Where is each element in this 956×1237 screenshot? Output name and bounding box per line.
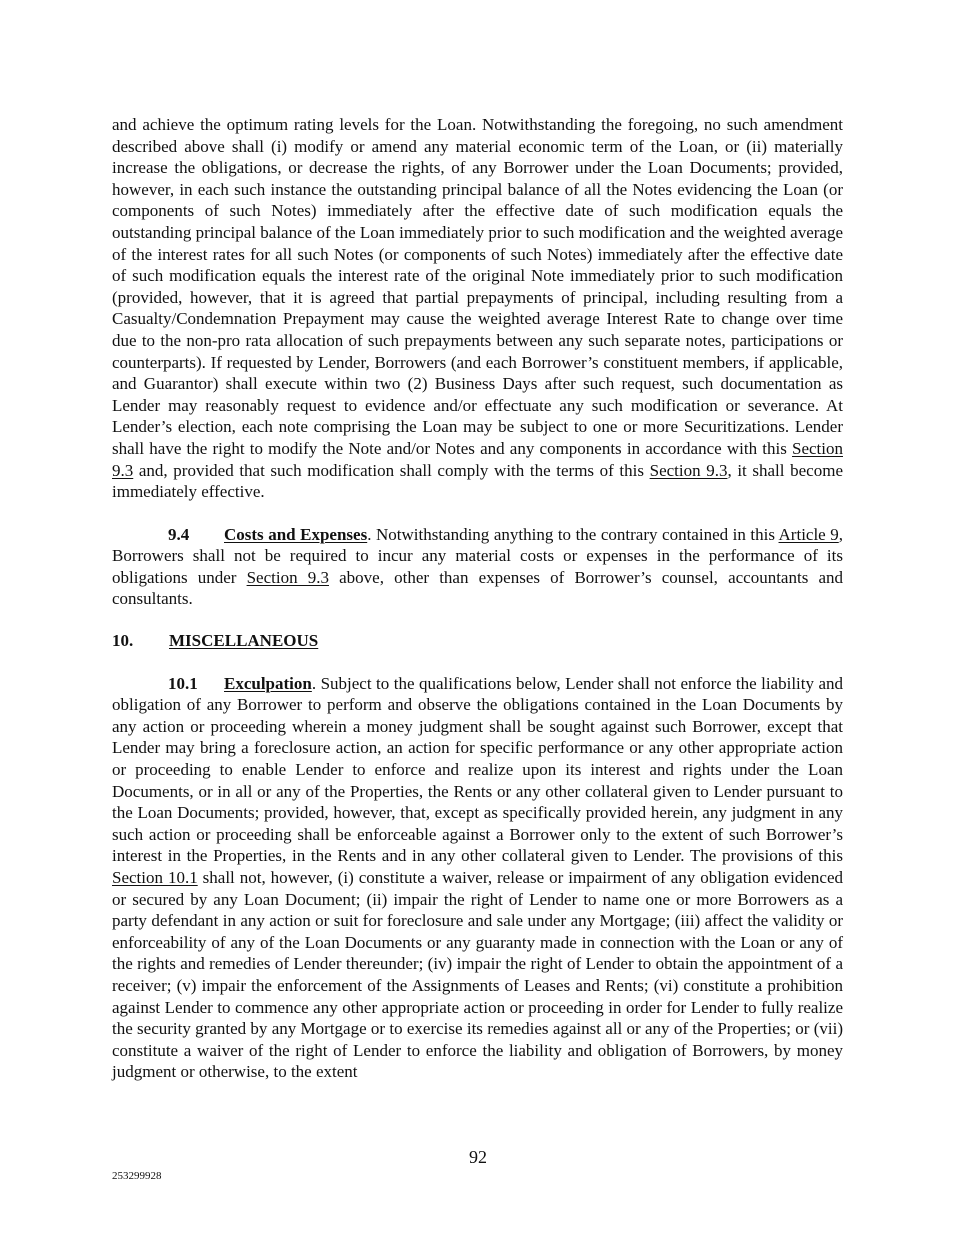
cross-reference-article-9: Article 9 [778,524,839,544]
section-9-4: 9.4 Costs and Expenses. Notwithstanding anything to the contrary contained in this Article 9, Borrowers shall not be required to incur any material costs or expenses in the performance of its obligations under Section 9.3 above, other than expenses of Borrower’s counsel, accountants and consultants. [112,524,844,609]
cross-reference-section-10-1: Section 10.1 [112,868,198,887]
section-title: Costs and Expenses [224,524,368,544]
paragraph-9-3-continuation: and achieve the optimum rating levels for the Loan. Notwithstanding the foregoing, no such amendment described above shall (i) modify or amend any material economic term of the Loan, or (ii) materially increase the obligations, or decrease the rights, of any Borrower under the Loan Documents; provided, however, in each such instance the outstanding principal balance of all the Notes evidencing the Loan (or components of such Notes) immediately after the effective date of such modification equals the outstanding principal balance of the Loan immediately prior to such modification and the weighted average of the interest rates for all such Notes (or components of such Notes) immediately after the effective date of such modification equals the interest rate of the original Note immediately prior to such modification (provided, however, that it is agreed that partial prepayments of principal, including resulting from a Casualty/Condemnation Prepayment may cause the weighted average Interest Rate to change over time due to the non-pro rata allocation of such prepayments between any such separate notes, participations or counterparts). If requested by Lender, Borrowers (and each Borrower’s constituent members, if applicable, and Guarantor) shall execute within two (2) Business Days after such request, such documentation as Lender may reasonably request to evidence and/or effectuate any such modification or severance. At Lender’s election, each note comprising the Loan may be subject to one or more Securitizations. Lender shall have the right to modify the Note and/or Notes and any components in accordance with this Section 9.3 and, provided that such modification shall comply with the terms of this Section 9.3, it shall become immediately effective. [112,115,843,502]
cross-reference-section-9-3: Section 9.3 [112,438,843,480]
article-number: 10. [112,631,134,651]
section-number: 10.1 [168,673,198,693]
article-10-heading [112,630,843,652]
article-title: MISCELLANEOUS [169,631,319,651]
page-number: 92 [469,1147,487,1167]
section-10-1: 10.1 Exculpation. Subject to the qualifications below, Lender shall not enforce the liability and obligation of any Borrower to perform and observe the obligations contained in the Loan Documents by any action or proceeding wherein a money judgment shall be sought against such Borrower, except that Lender may bring a foreclosure action, an action for specific performance or any other appropriate action or proceeding to enable Lender to enforce and realize upon its interest and rights under the Loan Documents, or in all or any of the Properties, the Rents or any other collateral given to Lender pursuant to the Loan Documents; provided, however, that, except as specifically provided herein, any judgment in any such action or proceeding shall be enforceable against a Borrower only to the extent of such Borrower’s interest in the Properties, in the Rents and in any other collateral given to Lender. The provisions of this Section 10.1 shall not, however, (i) constitute a waiver, release or impairment of any obligation evidenced or secured by any Loan Document; (ii) impair the right of Lender to name one or more Borrowers as a party defendant in any action or suit for foreclosure and sale under any Mortgage; (iii) affect the validity or enforceability of any of the Loan Documents or any guaranty made in connection with the Loan or any of the rights and remedies of Lender thereunder; (iv) impair the right of Lender to obtain the appointment of a receiver; (v) impair the enforcement of the Assignments of Leases and Rents; (vi) constitute a prohibition against Lender to commence any other appropriate action or proceeding in order for Lender to fully realize the security granted by any Mortgage or to exercise its remedies against all or any of the Properties; or (vii) constitute a waiver of the right of Lender to enforce the liability and obligation of Borrowers, by money judgment or otherwise, to the extent [112,673,843,1082]
document-id: 253299928 [112,1170,162,1182]
cross-reference-section-9-3: Section 9.3 [649,460,728,480]
section-title: Exculpation [224,673,312,693]
document-page [112,114,843,1083]
section-number: 9.4 [168,524,190,544]
cross-reference-section-9-3: Section 9.3 [246,567,329,587]
